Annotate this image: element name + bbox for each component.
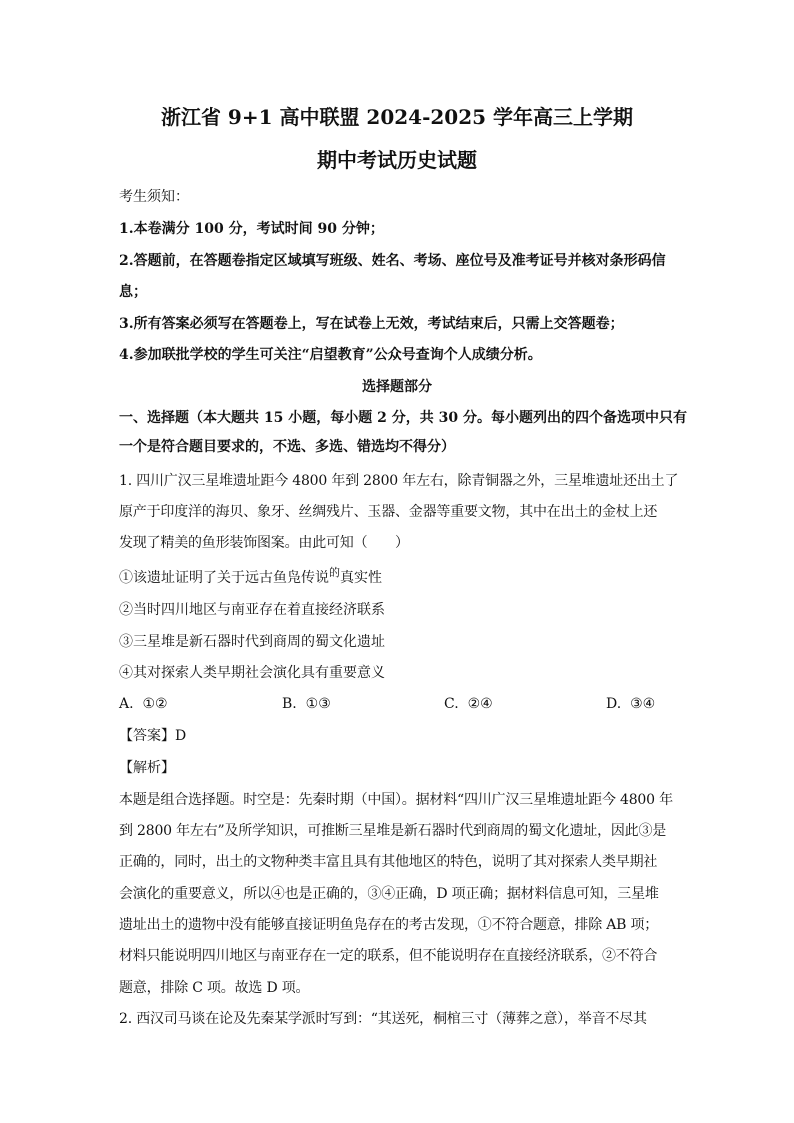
option-c-letter: C.	[444, 696, 459, 712]
question1-analysis-line3: 正确的，同时，出土的文物种类丰富且具有其他地区的特色，说明了其对探索人类早期社	[119, 854, 658, 870]
option-b-text: ①③	[305, 696, 331, 712]
section-title: 选择题部分	[362, 379, 432, 395]
notice-heading: 考生须知：	[119, 189, 189, 205]
question1-statement-4: ④其对探索人类早期社会演化具有重要意义	[119, 665, 385, 681]
notice-item-2-cont: 息；	[119, 284, 147, 300]
question1-option-b	[282, 694, 331, 714]
section-instruction-line2: 一个是符合题目要求的，不选、多选、错选均不得分）	[119, 439, 455, 455]
option-c-text: ②④	[467, 696, 493, 712]
question1-analysis-line7: 题意，排除 C 项。故选 D 项。	[119, 980, 310, 996]
notice-item-2: 2.答题前，在答题卷指定区域填写班级、姓名、考场、座位号及准考证号并核对条形码信	[119, 253, 666, 269]
question1-stem-line1: 1. 四川广汉三星堆遗址距今 4800 年到 2800 年左右，除青铜器之外，三星堆遗址还出土了	[119, 473, 679, 489]
question1-answer: 【答案】D	[119, 728, 187, 744]
question1-statement-1	[119, 568, 679, 589]
exam-title-line1: 浙江省 9+1 高中联盟 2024-2025 学年高三上学期	[160, 105, 634, 129]
option-d-text: ③④	[630, 696, 656, 712]
notice-item-3: 3.所有答案必须写在答题卷上，写在试卷上无效，考试结束后，只需上交答题卷；	[119, 316, 624, 332]
notice-item-4: 4.参加联批学校的学生可关注“启望教育”公众号查询个人成绩分析。	[119, 347, 542, 363]
option-b-letter: B.	[282, 696, 297, 712]
question1-analysis-line6: 材料只能说明四川地区与南亚存在一定的联系，但不能说明存在直接经济联系，②不符合	[119, 948, 658, 964]
question1-analysis-line5: 遗址出土的遗物中没有能够直接证明鱼凫存在的考古发现，①不符合题意，排除 AB 项；	[119, 917, 659, 933]
question1-analysis-line4: 会演化的重要意义，所以④也是正确的，③④正确，D 项正确；据材料信息可知，三星堆	[119, 886, 659, 902]
option-d-letter: D.	[606, 696, 622, 712]
question1-option-c	[444, 694, 493, 714]
section-instruction-line1: 一、选择题（本大题共 15 小题，每小题 2 分，共 30 分。每小题列出的四个备选项中只有	[119, 410, 687, 426]
statement-1-text-b: 真实性	[340, 570, 382, 586]
question1-analysis-line1: 本题是组合选择题。时空是：先秦时期（中国）。据材料“四川广汉三星堆遗址距今 4800 年	[119, 792, 673, 808]
question2-stem-line1: 2. 西汉司马谈在论及先秦某学派时写到：“其送死，桐棺三寸（薄葬之意），举音不尽其	[119, 1011, 647, 1027]
question1-analysis-line2: 到 2800 年左右”及所学知识，可推断三星堆是新石器时代到商周的蜀文化遗址，因此③是	[119, 823, 667, 839]
exam-title-line2: 期中考试历史试题	[317, 148, 477, 172]
question1-statement-2: ②当时四川地区与南亚存在着直接经济联系	[119, 602, 385, 618]
question1-stem-line3: 发现了精美的鱼形装饰图案。由此可知（ ）	[119, 535, 409, 551]
question1-option-a	[119, 694, 168, 714]
question1-option-d	[606, 694, 655, 714]
statement-1-text-a: ①该遗址证明了关于远古鱼凫传说	[119, 570, 329, 586]
option-a-text: ①②	[142, 696, 168, 712]
question1-statement-3: ③三星堆是新石器时代到商周的蜀文化遗址	[119, 634, 385, 650]
option-a-letter: A.	[119, 696, 134, 712]
notice-item-1: 1.本卷满分 100 分，考试时间 90 分钟；	[119, 221, 384, 237]
statement-1-superscript: 的	[329, 566, 340, 579]
question1-stem-line2: 原产于印度洋的海贝、象牙、丝绸残片、玉器、金器等重要文物，其中在出土的金杖上还	[119, 504, 658, 520]
question1-analysis-heading: 【解析】	[119, 760, 175, 776]
